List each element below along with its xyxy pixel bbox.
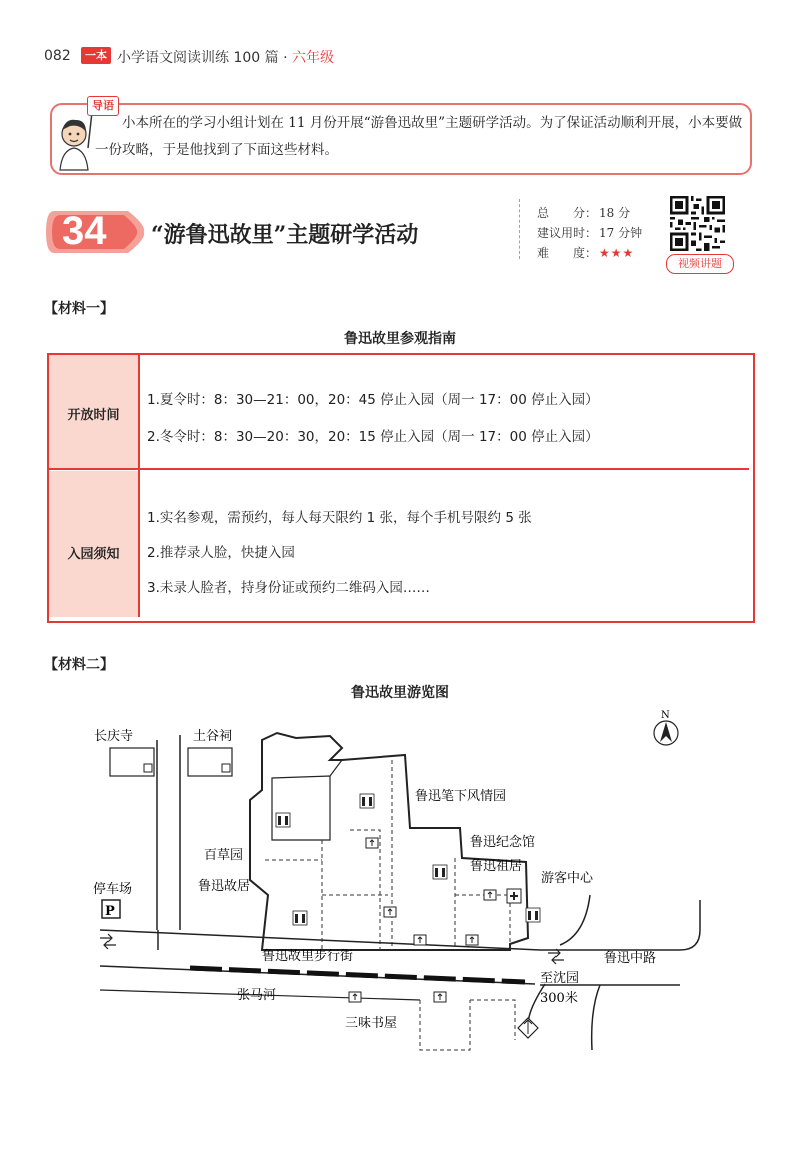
label-river: 张马河 [237, 988, 277, 1003]
label-shenyuan: 至沈园 [540, 971, 580, 986]
label-street: 鲁迅故里步行街 [262, 949, 354, 964]
opening-hours-summer: 1.夏令时：8：30—21：00，20：45 停止入园（周一 17：00 停止入园） [147, 392, 599, 408]
label-changqing: 长庆寺 [94, 729, 134, 744]
label-baicao: 百草园 [204, 848, 244, 863]
stat-difficulty: 难 度： ★★★ [537, 246, 635, 260]
label-zuju: 鲁迅祖居 [470, 859, 523, 874]
two-way-arrow-icon [548, 949, 564, 964]
opening-hours-winter: 2.冬令时：8：30—20：30，20：15 停止入园（周一 17：00 停止入园） [147, 429, 599, 445]
label-visitor-center: 游客中心 [541, 871, 594, 886]
lesson-number: 34 [62, 209, 107, 253]
material-two-label: 【材料二】 [44, 657, 114, 673]
label-distance: 300米 [540, 991, 578, 1006]
intro-text: 小本所在的学习小组计划在 11 月份开展“游鲁迅故里”主题研学活动。为了保证活动顺利开展，小本要做一份攻略，于是他找到了下面这些材料。 [95, 115, 743, 158]
entry-notice-3: 3.未录人脸者，持身份证或预约二维码入园…… [147, 580, 430, 596]
grade-label: 六年级 [291, 50, 334, 66]
row-head-opening-hours: 开放时间 [67, 408, 120, 423]
entry-notice-1: 1.实名参观，需预约，每人每天限约 1 张，每个手机号限约 5 张 [147, 510, 532, 526]
video-lesson-button[interactable]: 视频讲题 [666, 254, 734, 274]
tour-map [0, 700, 800, 1060]
table-divider [138, 355, 140, 617]
stat-suggested-time: 建议用时： 17 分钟 [537, 226, 643, 240]
brand-logo: 一本 [81, 47, 111, 64]
svg-text:N: N [661, 710, 670, 721]
lesson-title: “游鲁迅故里”主题研学活动 [151, 222, 419, 248]
compass-icon [654, 710, 678, 745]
qr-code-icon[interactable] [670, 196, 725, 251]
two-way-arrow-icon [100, 934, 116, 949]
entry-notice-2: 2.推荐录人脸，快捷入园 [147, 545, 295, 561]
label-bicao: 鲁迅笔下风情园 [415, 789, 507, 804]
series-title [117, 47, 334, 67]
guide-table-title: 鲁迅故里参观指南 [344, 331, 456, 347]
label-road: 鲁迅中路 [604, 951, 657, 966]
label-jinianguan: 鲁迅纪念馆 [470, 835, 536, 850]
material-one-label: 【材料一】 [44, 301, 114, 317]
page-number: 082 [44, 48, 71, 64]
row-head-entry-notice: 入园须知 [67, 547, 120, 562]
label-sanwei: 三味书屋 [345, 1016, 398, 1031]
label-tugu: 土谷祠 [193, 729, 233, 744]
map-title: 鲁迅故里游览图 [351, 685, 449, 701]
difficulty-stars: ★★★ [599, 246, 635, 260]
stat-total-score: 总 分： 18 分 [537, 206, 631, 220]
guide-sign-label: 导语 [87, 96, 119, 116]
parking-icon: P [105, 904, 115, 919]
label-parking: 停车场 [93, 882, 133, 897]
series-name: 小学语文阅读训练 100 篇 · [117, 50, 292, 66]
table-divider [49, 468, 749, 470]
label-guju: 鲁迅故居 [198, 879, 251, 894]
